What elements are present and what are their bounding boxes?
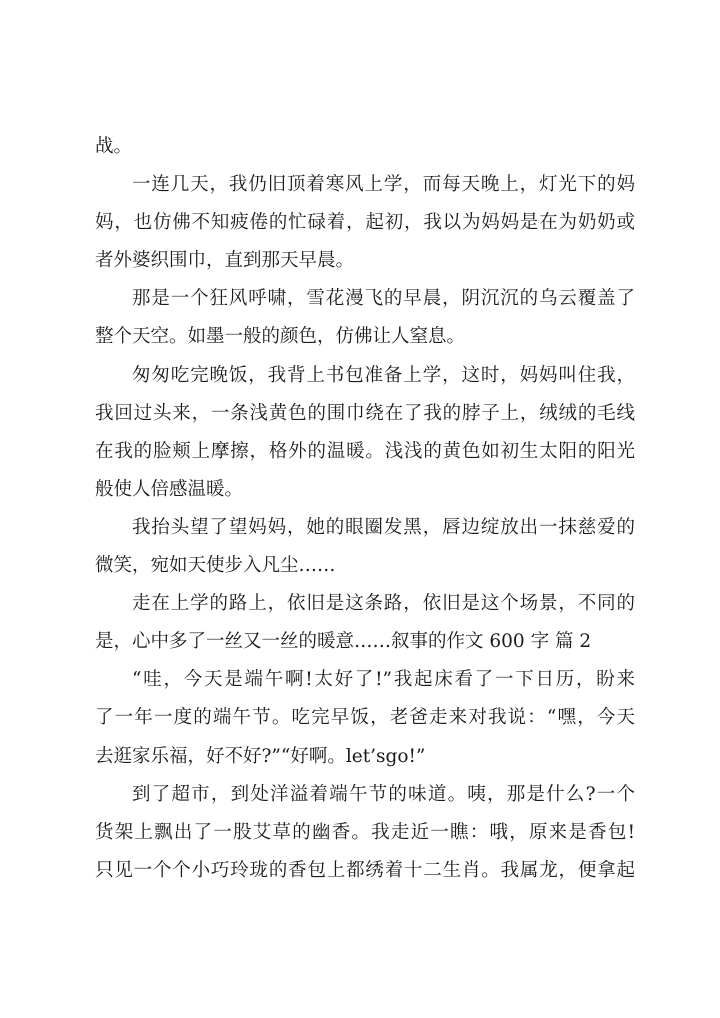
- text-line: 到了超市，到处洋溢着端午节的味道。咦，那是什么?一个: [132, 783, 635, 805]
- text-line: 去逛家乐福，好不好?”“好啊。let’sgo!”: [95, 745, 426, 767]
- document-body: [95, 128, 635, 890]
- text-line: 是，心中多了一丝又一丝的暖意……叙事的作文 600 字 篇 2: [95, 631, 592, 653]
- text-line: “哇，今天是端午啊!太好了!”我起床看了一下日历，盼来: [132, 669, 635, 691]
- text-line: 我回过头来，一条浅黄色的围巾绕在了我的脖子上，绒绒的毛线: [95, 402, 635, 424]
- text-line: 般使人倍感温暖。: [95, 478, 244, 500]
- text-line: 妈，也仿佛不知疲倦的忙碌着，起初，我以为妈妈是在为奶奶或: [95, 212, 635, 234]
- text-line: 我抬头望了望妈妈，她的眼圈发黑，唇边绽放出一抹慈爱的: [132, 516, 635, 538]
- text-line: 只见一个个小巧玲珑的香包上都绣着十二生肖。我属龙，便拿起: [95, 859, 635, 881]
- text-line: 了一年一度的端午节。吃完早饭，老爸走来对我说：“嘿，今天: [95, 707, 635, 729]
- text-line: 匆匆吃完晚饭，我背上书包准备上学，这时，妈妈叫住我，: [132, 364, 635, 386]
- text-line: 战。: [95, 136, 133, 157]
- text-line: 者外婆织围巾，直到那天早晨。: [95, 250, 355, 272]
- text-line: 走在上学的路上，依旧是这条路，依旧是这个场景，不同的: [132, 593, 635, 615]
- text-line: 微笑，宛如天使步入凡尘……: [95, 555, 336, 577]
- text-line: 那是一个狂风呼啸，雪花漫飞的早晨，阴沉沉的乌云覆盖了: [132, 288, 635, 310]
- text-line: 在我的脸颊上摩擦，格外的温暖。浅浅的黄色如初生太阳的阳光: [95, 440, 635, 462]
- text-line: 货架上飘出了一股艾草的幽香。我走近一瞧：哦，原来是香包!: [95, 821, 635, 843]
- text-line: 整个天空。如墨一般的颜色，仿佛让人窒息。: [95, 326, 466, 348]
- text-line: 一连几天，我仍旧顶着寒风上学，而每天晚上，灯光下的妈: [132, 174, 635, 196]
